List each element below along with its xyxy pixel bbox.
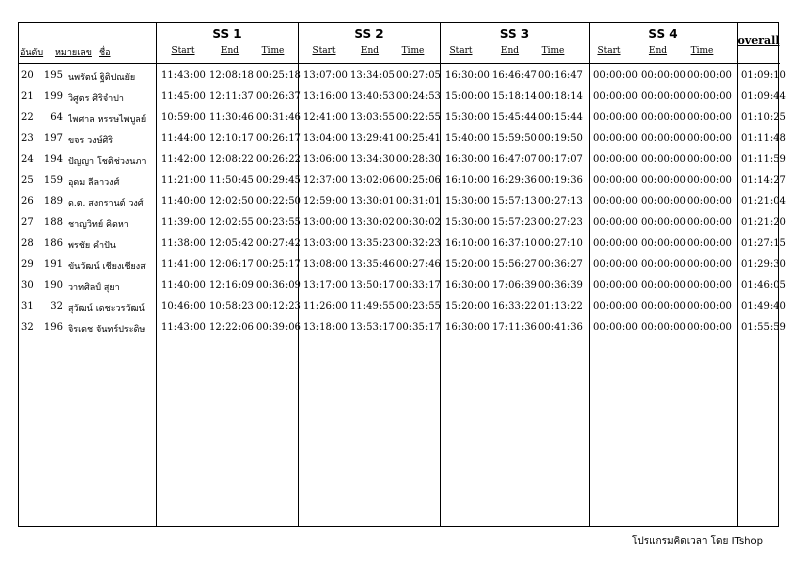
s3-end-cell: 16:33:22 bbox=[492, 301, 537, 312]
s1-end-cell: 11:30:46 bbox=[209, 112, 254, 123]
s2-start-cell: 13:07:00 bbox=[303, 70, 348, 81]
rank-cell: 26 bbox=[21, 196, 34, 207]
s4-end-cell: 00:00:00 bbox=[641, 133, 686, 144]
ss1-time-header: Time bbox=[261, 46, 285, 56]
s1-end-cell: 12:22:06 bbox=[209, 322, 254, 333]
s4-start-cell: 00:00:00 bbox=[593, 70, 638, 81]
s4-start-cell: 00:00:00 bbox=[593, 301, 638, 312]
number-cell: 195 bbox=[43, 70, 63, 81]
s2-start-cell: 13:00:00 bbox=[303, 217, 348, 228]
ss1-title: SS 1 bbox=[212, 27, 242, 41]
s2-end-cell: 13:35:46 bbox=[350, 259, 395, 270]
s1-end-cell: 12:05:42 bbox=[209, 238, 254, 249]
rank-cell: 20 bbox=[21, 70, 34, 81]
overall-title: overall bbox=[737, 34, 780, 47]
s4-end-cell: 00:00:00 bbox=[641, 301, 686, 312]
s1-time-cell: 00:31:46 bbox=[256, 112, 301, 123]
s1-start-cell: 11:43:00 bbox=[161, 70, 206, 81]
s2-start-cell: 13:18:00 bbox=[303, 322, 348, 333]
table-row bbox=[19, 191, 786, 212]
s3-end-cell: 15:45:44 bbox=[492, 112, 537, 123]
table-row bbox=[19, 170, 786, 191]
s3-start-cell: 15:20:00 bbox=[445, 259, 490, 270]
rank-cell: 29 bbox=[21, 259, 34, 270]
overall-cell: 01:49:40 bbox=[741, 301, 786, 312]
rank-cell: 24 bbox=[21, 154, 34, 165]
s2-end-cell: 13:34:30 bbox=[350, 154, 395, 165]
s3-end-cell: 17:11:36 bbox=[492, 322, 537, 333]
s1-end-cell: 12:08:22 bbox=[209, 154, 254, 165]
s3-time-cell: 00:19:36 bbox=[538, 175, 583, 186]
s4-end-cell: 00:00:00 bbox=[641, 112, 686, 123]
s3-time-cell: 00:41:36 bbox=[538, 322, 583, 333]
s2-start-cell: 13:17:00 bbox=[303, 280, 348, 291]
s3-time-cell: 00:18:14 bbox=[538, 91, 583, 102]
s1-end-cell: 12:06:17 bbox=[209, 259, 254, 270]
s3-start-cell: 15:00:00 bbox=[445, 91, 490, 102]
number-header: หมายเลข bbox=[55, 48, 92, 58]
number-cell: 32 bbox=[50, 301, 63, 312]
name-cell: ขจร วงษ์ศิริ bbox=[68, 136, 114, 146]
ss1-end-header: End bbox=[220, 46, 240, 56]
s2-time-cell: 00:22:55 bbox=[396, 112, 441, 123]
name-cell: ปัญญา โชติช่วงนภา bbox=[68, 157, 147, 167]
name-header: ชื่อ bbox=[99, 48, 111, 58]
s1-end-cell: 12:16:09 bbox=[209, 280, 254, 291]
rank-cell: 22 bbox=[21, 112, 34, 123]
s3-end-cell: 15:56:27 bbox=[492, 259, 537, 270]
s2-start-cell: 13:08:00 bbox=[303, 259, 348, 270]
s1-end-cell: 12:02:55 bbox=[209, 217, 254, 228]
s3-start-cell: 15:30:00 bbox=[445, 217, 490, 228]
s1-end-cell: 12:10:17 bbox=[209, 133, 254, 144]
s1-end-cell: 11:50:45 bbox=[209, 175, 254, 186]
table-row bbox=[19, 254, 786, 275]
s4-end-cell: 00:00:00 bbox=[641, 175, 686, 186]
s4-end-cell: 00:00:00 bbox=[641, 91, 686, 102]
ss4-start-header: Start bbox=[597, 46, 621, 56]
ss2-start-header: Start bbox=[312, 46, 336, 56]
s3-time-cell: 00:27:10 bbox=[538, 238, 583, 249]
s4-time-cell: 00:00:00 bbox=[687, 196, 732, 207]
s3-end-cell: 16:37:10 bbox=[492, 238, 537, 249]
s3-end-cell: 15:57:13 bbox=[492, 196, 537, 207]
s2-end-cell: 13:53:17 bbox=[350, 322, 395, 333]
table-row bbox=[19, 107, 786, 128]
s2-end-cell: 13:34:05 bbox=[350, 70, 395, 81]
s1-time-cell: 00:23:55 bbox=[256, 217, 301, 228]
table-row bbox=[19, 296, 786, 317]
number-cell: 64 bbox=[50, 112, 63, 123]
name-cell: พรชัย คำปัน bbox=[68, 241, 116, 251]
s3-time-cell: 01:13:22 bbox=[538, 301, 583, 312]
s2-time-cell: 00:25:06 bbox=[396, 175, 441, 186]
table-row bbox=[19, 212, 786, 233]
s4-time-cell: 00:00:00 bbox=[687, 112, 732, 123]
s1-time-cell: 00:25:17 bbox=[256, 259, 301, 270]
s3-end-cell: 17:06:39 bbox=[492, 280, 537, 291]
ss4-end-header: End bbox=[648, 46, 668, 56]
s4-time-cell: 00:00:00 bbox=[687, 259, 732, 270]
s2-end-cell: 11:49:55 bbox=[350, 301, 395, 312]
s4-start-cell: 00:00:00 bbox=[593, 133, 638, 144]
table-row bbox=[19, 65, 786, 86]
s4-time-cell: 00:00:00 bbox=[687, 175, 732, 186]
s1-start-cell: 11:40:00 bbox=[161, 196, 206, 207]
name-cell: ไพศาล หรรษไพบูลย์ bbox=[68, 115, 147, 125]
s3-end-cell: 15:57:23 bbox=[492, 217, 537, 228]
s3-end-cell: 16:29:36 bbox=[492, 175, 537, 186]
s4-end-cell: 00:00:00 bbox=[641, 280, 686, 291]
rank-cell: 27 bbox=[21, 217, 34, 228]
number-cell: 194 bbox=[43, 154, 63, 165]
s1-time-cell: 00:22:50 bbox=[256, 196, 301, 207]
s1-time-cell: 00:26:17 bbox=[256, 133, 301, 144]
s4-time-cell: 00:00:00 bbox=[687, 322, 732, 333]
s1-start-cell: 11:40:00 bbox=[161, 280, 206, 291]
s2-end-cell: 13:40:53 bbox=[350, 91, 395, 102]
s1-end-cell: 12:11:37 bbox=[209, 91, 254, 102]
number-cell: 191 bbox=[43, 259, 63, 270]
s2-start-cell: 13:03:00 bbox=[303, 238, 348, 249]
name-cell: ชาญวิทย์ คิดหา bbox=[68, 220, 129, 230]
ss3-title: SS 3 bbox=[499, 27, 530, 41]
s2-end-cell: 13:35:23 bbox=[350, 238, 395, 249]
s4-time-cell: 00:00:00 bbox=[687, 154, 732, 165]
ss3-end-header: End bbox=[500, 46, 520, 56]
number-cell: 159 bbox=[43, 175, 63, 186]
rank-header: อันดับ bbox=[20, 48, 44, 58]
s3-time-cell: 00:27:23 bbox=[538, 217, 583, 228]
rank-cell: 28 bbox=[21, 238, 34, 249]
s3-time-cell: 00:15:44 bbox=[538, 112, 583, 123]
s4-time-cell: 00:00:00 bbox=[687, 238, 732, 249]
s3-start-cell: 16:30:00 bbox=[445, 154, 490, 165]
s2-time-cell: 00:24:53 bbox=[396, 91, 441, 102]
s2-time-cell: 00:35:17 bbox=[396, 322, 441, 333]
ss2-end-header: End bbox=[360, 46, 380, 56]
s4-time-cell: 00:00:00 bbox=[687, 217, 732, 228]
s4-end-cell: 00:00:00 bbox=[641, 196, 686, 207]
overall-cell: 01:21:20 bbox=[741, 217, 786, 228]
s1-time-cell: 00:29:45 bbox=[256, 175, 301, 186]
s1-start-cell: 11:39:00 bbox=[161, 217, 206, 228]
ss2-time-header: Time bbox=[401, 46, 425, 56]
overall-cell: 01:21:04 bbox=[741, 196, 786, 207]
number-cell: 186 bbox=[43, 238, 63, 249]
s2-time-cell: 00:33:17 bbox=[396, 280, 441, 291]
rank-cell: 23 bbox=[21, 133, 34, 144]
ss3-time-header: Time bbox=[541, 46, 565, 56]
overall-cell: 01:14:27 bbox=[741, 175, 786, 186]
s4-end-cell: 00:00:00 bbox=[641, 238, 686, 249]
s4-start-cell: 00:00:00 bbox=[593, 112, 638, 123]
overall-cell: 01:27:15 bbox=[741, 238, 786, 249]
name-cell: อุดม ลีลาวงศ์ bbox=[68, 178, 120, 188]
s3-start-cell: 16:30:00 bbox=[445, 280, 490, 291]
table-row bbox=[19, 86, 786, 107]
s2-time-cell: 00:32:23 bbox=[396, 238, 441, 249]
s2-start-cell: 13:06:00 bbox=[303, 154, 348, 165]
s3-end-cell: 16:47:07 bbox=[492, 154, 537, 165]
table-row bbox=[19, 275, 786, 296]
s4-start-cell: 00:00:00 bbox=[593, 91, 638, 102]
name-cell: สุวัฒน์ เดชะวรวัฒน์ bbox=[68, 304, 145, 314]
s2-start-cell: 12:37:00 bbox=[303, 175, 348, 186]
s3-end-cell: 16:46:47 bbox=[492, 70, 537, 81]
overall-cell: 01:11:48 bbox=[741, 133, 786, 144]
s1-end-cell: 12:02:50 bbox=[209, 196, 254, 207]
s3-start-cell: 15:30:00 bbox=[445, 196, 490, 207]
ss4-time-header: Time bbox=[690, 46, 714, 56]
ss3-start-header: Start bbox=[449, 46, 473, 56]
ss2-title: SS 2 bbox=[354, 27, 384, 41]
s4-time-cell: 00:00:00 bbox=[687, 91, 732, 102]
overall-cell: 01:09:10 bbox=[741, 70, 786, 81]
s2-start-cell: 12:59:00 bbox=[303, 196, 348, 207]
results-sheet bbox=[18, 22, 786, 527]
s2-end-cell: 13:29:41 bbox=[350, 133, 395, 144]
s4-end-cell: 00:00:00 bbox=[641, 154, 686, 165]
ss4-title: SS 4 bbox=[648, 27, 678, 41]
s2-end-cell: 13:03:55 bbox=[350, 112, 395, 123]
name-cell: ขันวัฒน์ เชียงเชียงส bbox=[68, 262, 146, 272]
s2-time-cell: 00:25:41 bbox=[396, 133, 441, 144]
s4-end-cell: 00:00:00 bbox=[641, 259, 686, 270]
s3-start-cell: 15:30:00 bbox=[445, 112, 490, 123]
s4-time-cell: 00:00:00 bbox=[687, 280, 732, 291]
s1-time-cell: 00:26:37 bbox=[256, 91, 301, 102]
overall-cell: 01:29:30 bbox=[741, 259, 786, 270]
name-cell: วาทศิลป์ สุยา bbox=[68, 283, 120, 293]
s2-time-cell: 00:30:02 bbox=[396, 217, 441, 228]
overall-cell: 01:10:25 bbox=[741, 112, 786, 123]
s2-end-cell: 13:30:02 bbox=[350, 217, 395, 228]
table-row bbox=[19, 149, 786, 170]
s3-time-cell: 00:36:27 bbox=[538, 259, 583, 270]
s3-time-cell: 00:27:13 bbox=[538, 196, 583, 207]
s4-start-cell: 00:00:00 bbox=[593, 238, 638, 249]
s1-time-cell: 00:27:42 bbox=[256, 238, 301, 249]
s4-time-cell: 00:00:00 bbox=[687, 301, 732, 312]
s3-start-cell: 16:10:00 bbox=[445, 238, 490, 249]
s4-start-cell: 00:00:00 bbox=[593, 175, 638, 186]
name-cell: จิรเดช จันทร์ประดิษ bbox=[68, 325, 146, 335]
s2-time-cell: 00:28:30 bbox=[396, 154, 441, 165]
overall-cell: 01:55:59 bbox=[741, 322, 786, 333]
table-row bbox=[19, 128, 786, 149]
name-cell: วิศูตร ศิริจำปา bbox=[68, 94, 124, 104]
s4-time-cell: 00:00:00 bbox=[687, 133, 732, 144]
s2-time-cell: 00:27:05 bbox=[396, 70, 441, 81]
s4-start-cell: 00:00:00 bbox=[593, 280, 638, 291]
overall-cell: 01:09:44 bbox=[741, 91, 786, 102]
s3-time-cell: 00:16:47 bbox=[538, 70, 583, 81]
s4-start-cell: 00:00:00 bbox=[593, 217, 638, 228]
rank-cell: 30 bbox=[21, 280, 34, 291]
s4-start-cell: 00:00:00 bbox=[593, 259, 638, 270]
s1-time-cell: 00:39:06 bbox=[256, 322, 301, 333]
s2-start-cell: 11:26:00 bbox=[303, 301, 348, 312]
s4-start-cell: 00:00:00 bbox=[593, 322, 638, 333]
s2-start-cell: 13:04:00 bbox=[303, 133, 348, 144]
rank-cell: 31 bbox=[21, 301, 34, 312]
results-table-body bbox=[19, 65, 786, 338]
table-row bbox=[19, 317, 786, 338]
number-cell: 190 bbox=[43, 280, 63, 291]
footer-credit: โปรแกรมคิดเวลา โดย ITshop bbox=[631, 536, 763, 547]
rank-cell: 25 bbox=[21, 175, 34, 186]
s1-time-cell: 00:36:09 bbox=[256, 280, 301, 291]
s1-end-cell: 12:08:18 bbox=[209, 70, 254, 81]
s1-start-cell: 11:21:00 bbox=[161, 175, 206, 186]
number-cell: 189 bbox=[43, 196, 63, 207]
s3-start-cell: 16:30:00 bbox=[445, 70, 490, 81]
s1-start-cell: 11:41:00 bbox=[161, 259, 206, 270]
s1-time-cell: 00:12:23 bbox=[256, 301, 301, 312]
s1-start-cell: 11:38:00 bbox=[161, 238, 206, 249]
s4-end-cell: 00:00:00 bbox=[641, 70, 686, 81]
name-cell: ด.ต. สงกรานต์ วงศ์ bbox=[68, 199, 144, 209]
header-rule bbox=[19, 63, 780, 64]
s3-start-cell: 16:10:00 bbox=[445, 175, 490, 186]
s2-start-cell: 13:16:00 bbox=[303, 91, 348, 102]
number-cell: 197 bbox=[43, 133, 63, 144]
s2-time-cell: 00:31:01 bbox=[396, 196, 441, 207]
s2-time-cell: 00:27:46 bbox=[396, 259, 441, 270]
overall-cell: 01:46:05 bbox=[741, 280, 786, 291]
rank-cell: 32 bbox=[21, 322, 34, 333]
s3-time-cell: 00:19:50 bbox=[538, 133, 583, 144]
s4-time-cell: 00:00:00 bbox=[687, 70, 732, 81]
rank-cell: 21 bbox=[21, 91, 34, 102]
s4-start-cell: 00:00:00 bbox=[593, 196, 638, 207]
s1-start-cell: 11:43:00 bbox=[161, 322, 206, 333]
s2-start-cell: 12:41:00 bbox=[303, 112, 348, 123]
s3-time-cell: 00:36:39 bbox=[538, 280, 583, 291]
ss1-start-header: Start bbox=[171, 46, 195, 56]
s1-start-cell: 11:42:00 bbox=[161, 154, 206, 165]
s1-start-cell: 11:44:00 bbox=[161, 133, 206, 144]
s4-start-cell: 00:00:00 bbox=[593, 154, 638, 165]
s3-end-cell: 15:18:14 bbox=[492, 91, 537, 102]
s1-start-cell: 10:46:00 bbox=[161, 301, 206, 312]
number-cell: 199 bbox=[43, 91, 63, 102]
s4-end-cell: 00:00:00 bbox=[641, 322, 686, 333]
s1-time-cell: 00:25:18 bbox=[256, 70, 301, 81]
s3-start-cell: 16:30:00 bbox=[445, 322, 490, 333]
name-cell: นพรัตน์ ฐิติปณยัย bbox=[68, 73, 136, 83]
s2-time-cell: 00:23:55 bbox=[396, 301, 441, 312]
number-cell: 196 bbox=[43, 322, 63, 333]
s2-end-cell: 13:30:01 bbox=[350, 196, 395, 207]
s3-end-cell: 15:59:50 bbox=[492, 133, 537, 144]
s3-start-cell: 15:40:00 bbox=[445, 133, 490, 144]
table-row bbox=[19, 233, 786, 254]
s1-end-cell: 10:58:23 bbox=[209, 301, 254, 312]
overall-cell: 01:11:59 bbox=[741, 154, 786, 165]
s3-start-cell: 15:20:00 bbox=[445, 301, 490, 312]
s1-start-cell: 11:45:00 bbox=[161, 91, 206, 102]
s2-end-cell: 13:02:06 bbox=[350, 175, 395, 186]
s2-end-cell: 13:50:17 bbox=[350, 280, 395, 291]
number-cell: 188 bbox=[43, 217, 63, 228]
s1-start-cell: 10:59:00 bbox=[161, 112, 206, 123]
s4-end-cell: 00:00:00 bbox=[641, 217, 686, 228]
s1-time-cell: 00:26:22 bbox=[256, 154, 301, 165]
s3-time-cell: 00:17:07 bbox=[538, 154, 583, 165]
